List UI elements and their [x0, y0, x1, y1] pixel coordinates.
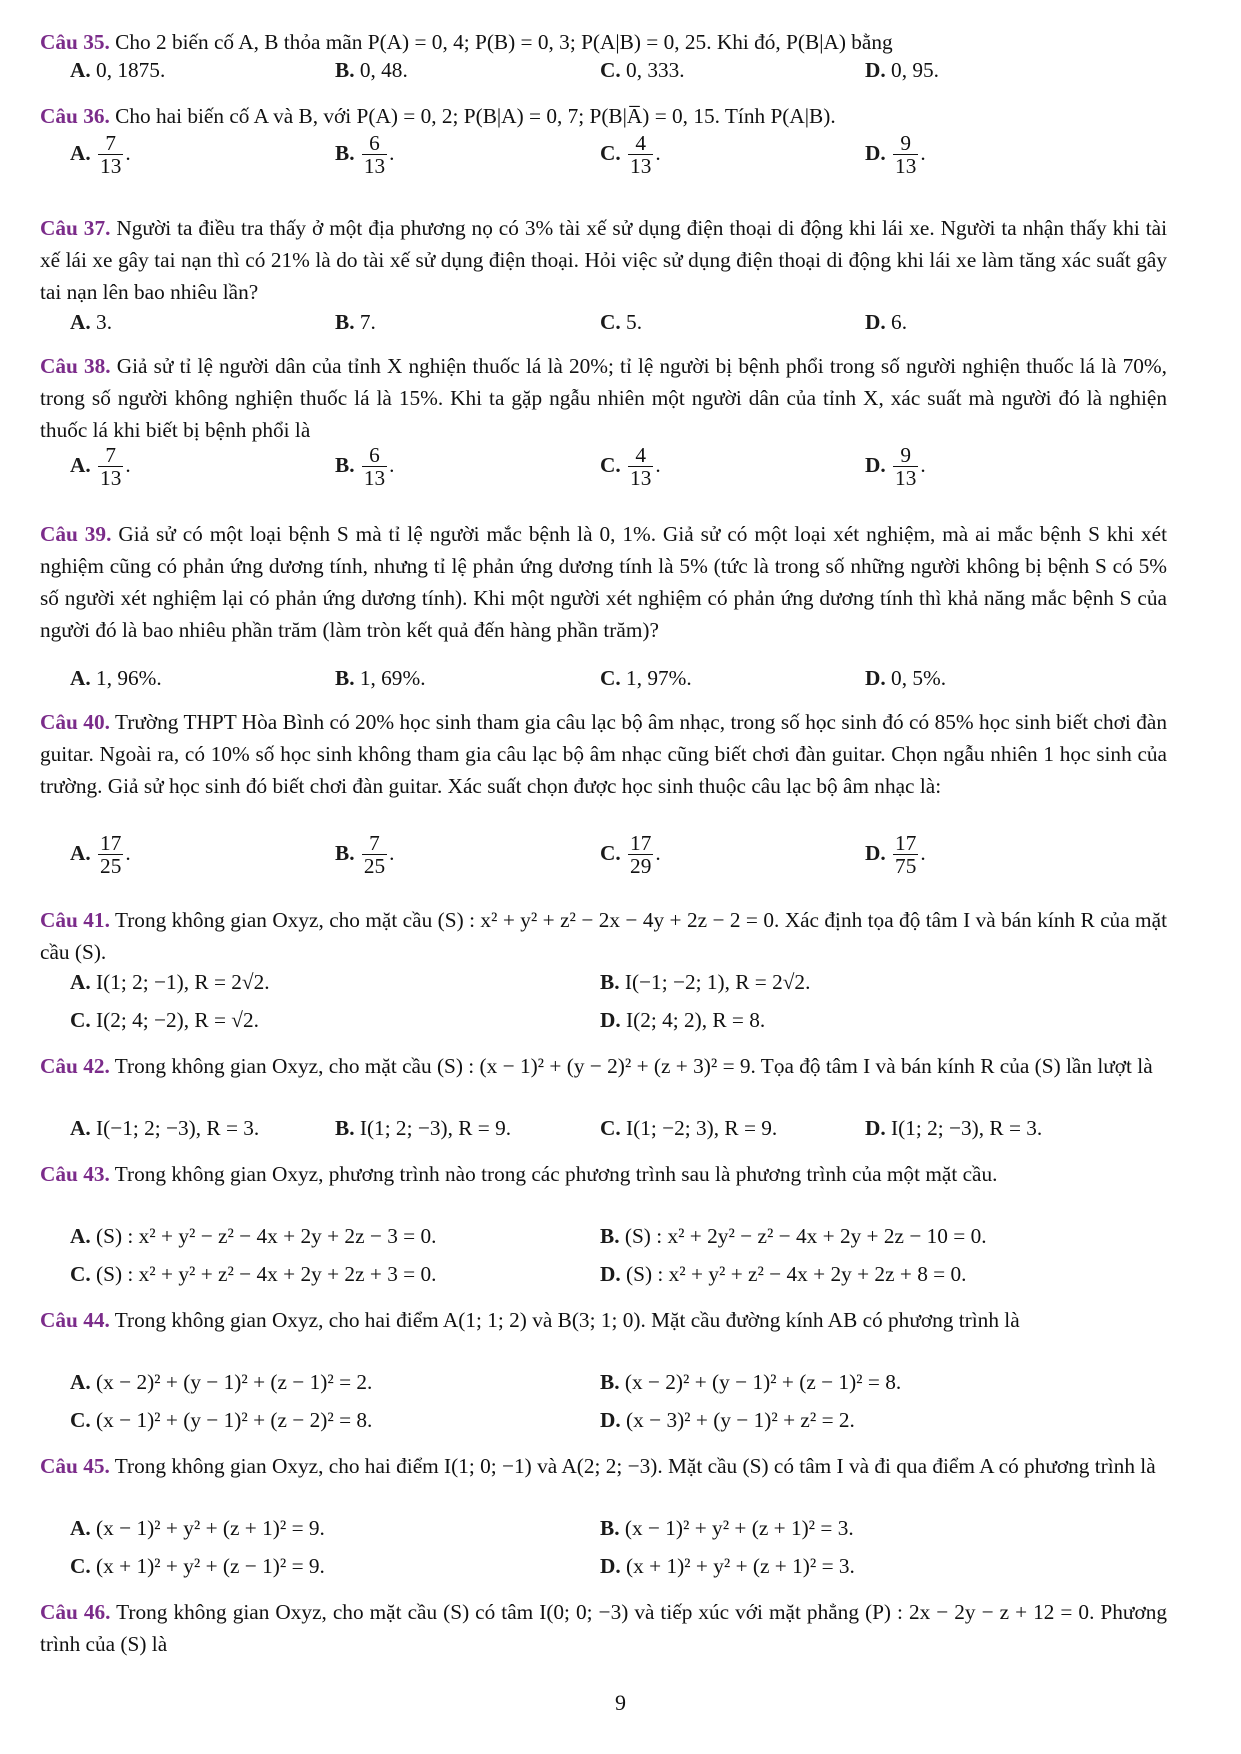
option-letter: A. — [70, 140, 91, 165]
option-c: I(1; −2; 3), R = 9. — [626, 1116, 778, 1140]
option-a: I(−1; 2; −3), R = 3. — [96, 1116, 260, 1140]
options-43-row1 — [70, 1224, 1160, 1256]
options-44-row2 — [70, 1408, 1160, 1440]
option-d: I(1; 2; −3), R = 3. — [891, 1116, 1043, 1140]
numerator: 9 — [893, 444, 918, 467]
option-d: 0, 5%. — [891, 666, 947, 690]
option-letter: A. — [70, 1370, 91, 1394]
option-letter: C. — [600, 666, 621, 690]
question-37 — [40, 212, 1167, 308]
option-letter: A. — [70, 666, 91, 690]
option-letter: D. — [865, 58, 886, 82]
denominator: 13 — [895, 154, 917, 179]
numerator: 4 — [628, 444, 653, 467]
denominator: 13 — [100, 466, 122, 491]
option-b: I(−1; −2; 1), R = 2√2. — [624, 970, 811, 994]
options-39 — [70, 666, 1160, 698]
option-c: 1, 97%. — [626, 666, 692, 690]
denominator: 25 — [100, 854, 122, 879]
option-letter: B. — [600, 1224, 620, 1248]
question-36 — [40, 100, 1167, 132]
question-text: Người ta điều tra thấy ở một địa phương nọ có 3% tài xế sử dụng điện thoại di động khi lái xe. Người ta nhận thấy khi tài xế lái xe gây tai nạn thì có 21% là do tài xế sử dụng điện thoại. Hỏi việc sử dụng điện thoại di động khi lái xe làm tăng xác suất gây tai nạn lên bao nhiêu lần? — [40, 216, 1168, 304]
question-number: Câu 35. — [40, 30, 110, 54]
numerator: 7 — [98, 444, 123, 467]
option-c: 5. — [626, 310, 643, 334]
question-text: Cho hai biến cố A và B, với P(A) = 0, 2; P(B|A) = 0, 7; P(B|A̅) = 0, 15. Tính P(A|B). — [115, 104, 836, 128]
option-d — [893, 132, 918, 178]
denominator: 13 — [100, 154, 122, 179]
denominator: 75 — [895, 854, 917, 879]
option-letter: C. — [70, 1008, 91, 1032]
option-letter: C. — [600, 452, 621, 477]
option-b — [362, 132, 387, 178]
question-39 — [40, 518, 1167, 646]
question-number: Câu 40. — [40, 710, 110, 734]
option-letter: D. — [865, 310, 886, 334]
option-letter: B. — [335, 1116, 355, 1140]
option-d: I(2; 4; 2), R = 8. — [626, 1008, 766, 1032]
option-d: (x + 1)² + y² + (z + 1)² = 3. — [626, 1554, 855, 1578]
denominator: 13 — [630, 466, 652, 491]
option-d — [893, 444, 918, 490]
option-a: (x − 2)² + (y − 1)² + (z − 1)² = 2. — [96, 1370, 373, 1394]
option-a: (S) : x² + y² − z² − 4x + 2y + 2z − 3 = 0. — [96, 1224, 437, 1248]
option-letter: B. — [335, 58, 355, 82]
option-letter: A. — [70, 452, 91, 477]
page-number: 9 — [615, 1690, 626, 1715]
options-37 — [70, 310, 1160, 342]
numerator: 17 — [895, 831, 917, 855]
option-b: 1, 69%. — [359, 666, 426, 690]
option-letter: C. — [600, 840, 621, 865]
question-number: Câu 38. — [40, 354, 111, 378]
denominator: 13 — [363, 154, 386, 179]
option-b: (x − 2)² + (y − 1)² + (z − 1)² = 8. — [624, 1370, 902, 1394]
option-letter: B. — [335, 840, 355, 865]
question-40 — [40, 706, 1167, 802]
question-38 — [40, 350, 1167, 446]
option-c: (x + 1)² + y² + (z − 1)² = 9. — [96, 1554, 325, 1578]
option-d: 0, 95. — [891, 58, 939, 82]
option-a — [98, 832, 123, 878]
question-text: Giả sử có một loại bệnh S mà tỉ lệ người mắc bệnh là 0, 1%. Giả sử có một loại xét nghiệm, mà ai mắc bệnh S khi xét nghiệm cũng có phản ứng dương tính, nhưng tỉ lệ phản ứng dương tính là 5% (tức là trong số những người không bị bệnh S có 5% số người xét nghiệm lại có phản ứng dương tính). Khi một người xét nghiệm có phản ứng dương tính thì khả năng mắc bệnh S của người đó là bao nhiêu phần trăm (làm tròn kết quả đến hàng phần trăm)? — [40, 522, 1167, 642]
question-number: Câu 37. — [40, 216, 111, 240]
option-c — [628, 832, 653, 878]
options-44-row1 — [70, 1370, 1160, 1402]
option-a: 0, 1875. — [96, 58, 166, 82]
option-letter: B. — [600, 970, 620, 994]
numerator: 7 — [98, 132, 123, 155]
option-a: 3. — [96, 310, 113, 334]
option-letter: A. — [70, 970, 91, 994]
denominator: 13 — [630, 154, 652, 179]
options-45-row1 — [70, 1516, 1160, 1548]
option-letter: B. — [335, 310, 355, 334]
numerator: 6 — [362, 132, 387, 155]
options-43-row2 — [70, 1262, 1160, 1294]
denominator: 13 — [895, 466, 917, 491]
option-letter: B. — [335, 666, 355, 690]
option-letter: C. — [600, 310, 621, 334]
option-b: I(1; 2; −3), R = 9. — [359, 1116, 512, 1140]
option-c — [628, 444, 653, 490]
question-43 — [40, 1158, 1167, 1190]
question-44 — [40, 1304, 1167, 1336]
option-letter: D. — [865, 452, 886, 477]
option-letter: D. — [865, 140, 886, 165]
question-number: Câu 46. — [40, 1600, 111, 1624]
option-c: (x − 1)² + (y − 1)² + (z − 2)² = 8. — [96, 1408, 373, 1432]
option-a: 1, 96%. — [96, 666, 162, 690]
option-letter: B. — [335, 140, 355, 165]
option-letter: A. — [70, 1224, 91, 1248]
option-letter: D. — [865, 1116, 886, 1140]
question-text: Trong không gian Oxyz, cho hai điểm A(1; 1; 2) và B(3; 1; 0). Mặt cầu đường kính AB có phương trình là — [114, 1308, 1020, 1332]
option-letter: D. — [865, 666, 886, 690]
question-number: Câu 39. — [40, 522, 112, 546]
option-letter: D. — [600, 1554, 621, 1578]
question-number: Câu 42. — [40, 1054, 110, 1078]
denominator: 13 — [363, 466, 386, 491]
question-text: Trường THPT Hòa Bình có 20% học sinh tham gia câu lạc bộ âm nhạc, trong số học sinh đó có 85% học sinh biết chơi đàn guitar. Ngoài ra, có 10% số học sinh không tham gia câu lạc bộ âm nhạc cũng biết chơi đàn guitar. Chọn ngẫu nhiên 1 học sinh của trường. Giả sử học sinh đó biết chơi đàn guitar. Xác suất chọn được học sinh thuộc câu lạc bộ âm nhạc là: — [40, 710, 1167, 798]
denominator: 25 — [363, 854, 386, 879]
question-number: Câu 41. — [40, 908, 110, 932]
option-b: 0, 48. — [359, 58, 408, 82]
option-b: (x − 1)² + y² + (z + 1)² = 3. — [624, 1516, 854, 1540]
question-number: Câu 44. — [40, 1308, 110, 1332]
question-number: Câu 36. — [40, 104, 110, 128]
numerator: 4 — [628, 132, 653, 155]
option-a: (x − 1)² + y² + (z + 1)² = 9. — [96, 1516, 325, 1540]
option-letter: A. — [70, 310, 91, 334]
options-36: A. $\frac{7}{13}$ . B. $\frac{6}{13}$ . C. $\frac{4}{13}$ . D. $\frac{9}{13}$ . — [70, 131, 926, 179]
options-45-row2 — [70, 1554, 1160, 1586]
option-d: (S) : x² + y² + z² − 4x + 2y + 2z + 8 = 0. — [626, 1262, 967, 1286]
option-d — [893, 832, 918, 878]
question-text: Trong không gian Oxyz, cho mặt cầu (S) : x² + y² + z² − 2x − 4y + 2z − 2 = 0. Xác định tọa độ tâm I và bán kính R của mặt cầu (S). — [40, 908, 1167, 964]
option-a: I(1; 2; −1), R = 2√2. — [96, 970, 270, 994]
question-text: Trong không gian Oxyz, cho mặt cầu (S) có tâm I(0; 0; −3) và tiếp xúc với mặt phẳng (P) : 2x − 2y − z + 12 = 0. Phương trình của (S) là — [40, 1600, 1167, 1656]
question-text: Cho 2 biến cố A, B thỏa mãn P(A) = 0, 4; P(B) = 0, 3; P(A|B) = 0, 25. Khi đó, P(B|A) bằng — [115, 30, 893, 54]
option-letter: C. — [600, 1116, 621, 1140]
option-letter: C. — [70, 1554, 91, 1578]
option-a — [98, 132, 123, 178]
option-letter: C. — [70, 1262, 91, 1286]
option-letter: D. — [865, 840, 886, 865]
numerator: 7 — [362, 832, 387, 855]
option-letter: B. — [335, 452, 355, 477]
option-c: (S) : x² + y² + z² − 4x + 2y + 2z + 3 = 0. — [96, 1262, 437, 1286]
question-text: Trong không gian Oxyz, phương trình nào trong các phương trình sau là phương trình của một mặt cầu. — [114, 1162, 998, 1186]
option-a — [98, 444, 123, 490]
question-45 — [40, 1450, 1167, 1482]
option-letter: A. — [70, 1516, 91, 1540]
option-letter: C. — [600, 58, 621, 82]
option-c — [628, 132, 653, 178]
option-c: I(2; 4; −2), R = √2. — [96, 1008, 259, 1032]
question-number: Câu 45. — [40, 1454, 110, 1478]
option-b: (S) : x² + 2y² − z² − 4x + 2y + 2z − 10 = 0. — [624, 1224, 987, 1248]
numerator: 6 — [362, 444, 387, 467]
option-b — [362, 832, 387, 878]
option-letter: A. — [70, 58, 91, 82]
option-letter: A. — [70, 840, 91, 865]
option-b: 7. — [359, 310, 376, 334]
option-letter: C. — [70, 1408, 91, 1432]
options-41-row2 — [70, 1008, 1160, 1040]
option-d: (x − 3)² + (y − 1)² + z² = 2. — [626, 1408, 855, 1432]
option-letter: B. — [600, 1370, 620, 1394]
option-letter: D. — [600, 1408, 621, 1432]
options-40: A. $\frac{17}{25}$ . B. $\frac{7}{25}$ . C. $\frac{17}{29}$ . D. $\frac{17}{75}$ . — [70, 831, 926, 879]
option-letter: A. — [70, 1116, 91, 1140]
denominator: 29 — [630, 854, 652, 879]
options-42 — [70, 1116, 1160, 1148]
question-46 — [40, 1596, 1167, 1660]
question-text: Trong không gian Oxyz, cho hai điểm I(1; 0; −1) và A(2; 2; −3). Mặt cầu (S) có tâm I và đi qua điểm A có phương trình là — [114, 1454, 1156, 1478]
options-41-row1 — [70, 970, 1160, 1002]
numerator: 17 — [100, 831, 122, 855]
option-letter: B. — [600, 1516, 620, 1540]
options-35 — [70, 58, 1160, 90]
question-35 — [40, 26, 1167, 58]
question-41 — [40, 904, 1167, 968]
option-letter: C. — [600, 140, 621, 165]
options-38: A. $\frac{7}{13}$ . B. $\frac{6}{13}$ . C. $\frac{4}{13}$ . D. $\frac{9}{13}$ . — [70, 443, 926, 491]
question-number: Câu 43. — [40, 1162, 110, 1186]
option-letter: D. — [600, 1008, 621, 1032]
question-42 — [40, 1050, 1167, 1082]
option-d: 6. — [891, 310, 908, 334]
question-text: Giả sử tỉ lệ người dân của tỉnh X nghiện thuốc lá là 20%; tỉ lệ người bị bệnh phổi trong số người nghiện thuốc lá là 70%, trong số người không nghiện thuốc lá là 15%. Khi ta gặp ngẫu nhiên một người dân của tỉnh X, xác suất mà người đó là nghiện thuốc lá khi biết bị bệnh phổi là — [40, 354, 1167, 442]
option-c: 0, 333. — [626, 58, 685, 82]
numerator: 9 — [893, 132, 918, 155]
numerator: 17 — [630, 831, 652, 855]
option-b — [362, 444, 387, 490]
question-text: Trong không gian Oxyz, cho mặt cầu (S) : (x − 1)² + (y − 2)² + (z + 3)² = 9. Tọa độ tâm I và bán kính R của (S) lần lượt là — [114, 1054, 1153, 1078]
option-letter: D. — [600, 1262, 621, 1286]
